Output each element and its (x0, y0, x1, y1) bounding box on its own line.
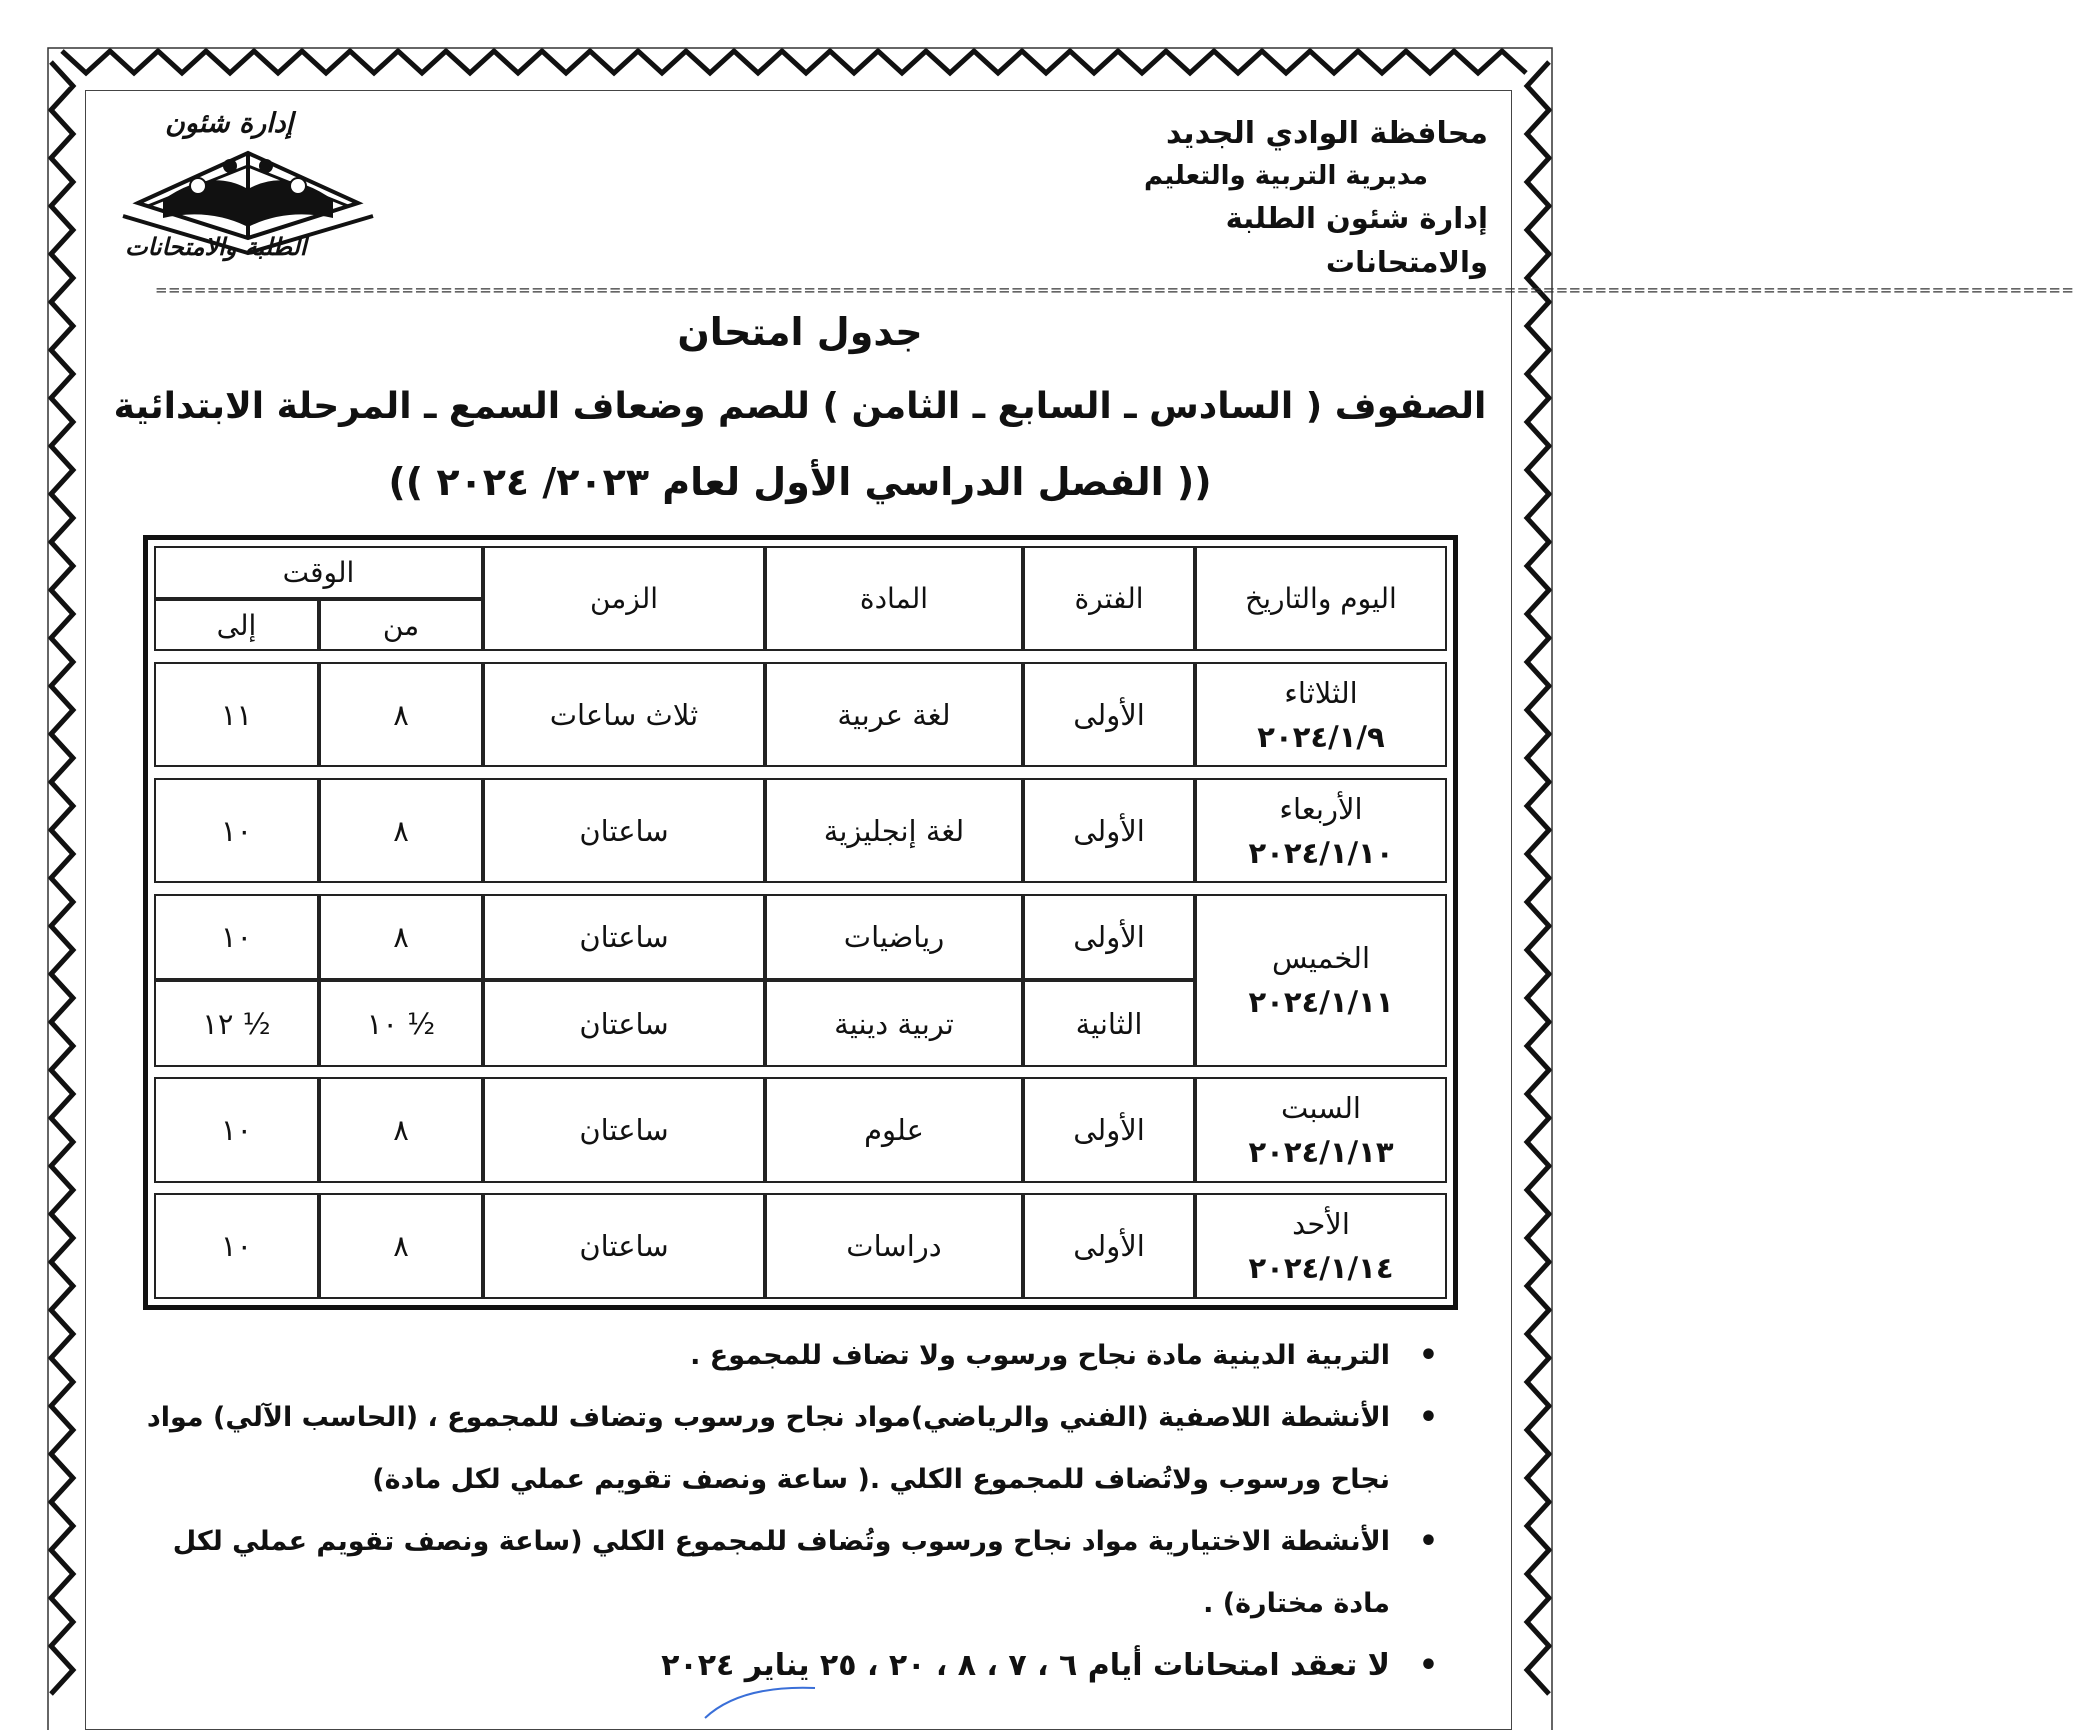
subject-cell: علوم (765, 1077, 1023, 1182)
bullet-icon: • (1418, 1524, 1438, 1559)
subject-cell: دراسات (765, 1193, 1023, 1299)
header-duration: الزمن (483, 546, 765, 651)
day-name: السبت (1281, 1091, 1361, 1126)
header-from: من (319, 599, 483, 652)
table-row (154, 894, 1447, 980)
period-cell: الأولى (1023, 1077, 1195, 1182)
header-to: إلى (154, 599, 319, 652)
period-cell: الأولى (1023, 1193, 1195, 1299)
to-cell: ½ ١٢ (154, 980, 319, 1066)
day-date-cell (1195, 894, 1447, 1067)
subject-cell: لغة إنجليزية (765, 778, 1023, 883)
exam-date: ٢٠٢٤/١/١٤ (1248, 1251, 1394, 1286)
duration-cell: ساعتان (483, 980, 765, 1066)
duration-cell: ساعتان (483, 894, 765, 980)
signature-mark-icon (700, 1680, 820, 1720)
grades-subtitle: الصفوف ( السادس ـ السابع ـ الثامن ) للصم وضعاف السمع ـ المرحلة الابتدائية (113, 386, 1487, 427)
note-text: الأنشطة الاختيارية مواد نجاح ورسوب وتُضاف للمجموع الكلي (ساعة ونصف تقويم عملي لكل مادة مختارة) . (172, 1526, 1390, 1619)
period-cell: الأولى (1023, 894, 1195, 980)
schedule-grid (154, 546, 1447, 1299)
institution-header (1088, 112, 1488, 284)
table-row (154, 1193, 1447, 1299)
term-subtitle: (( الفصل الدراسي الأول لعام ٢٠٢٣/ ٢٠٢٤ )) (388, 460, 1212, 504)
note-text: التربية الدينية مادة نجاح ورسوب ولا تضاف للمجموع . (690, 1340, 1390, 1371)
note-item (130, 1387, 1450, 1511)
zigzag-segment (1527, 62, 1549, 1694)
duration-cell: ثلاث ساعات (483, 662, 765, 767)
duration-cell: ساعتان (483, 1193, 765, 1299)
bullet-icon: • (1418, 1338, 1438, 1373)
day-date-cell (1195, 778, 1447, 883)
notes-list (130, 1325, 1450, 1697)
day-name: الثلاثاء (1284, 675, 1358, 710)
to-cell: ١٠ (154, 778, 319, 883)
from-cell: ٨ (319, 778, 483, 883)
exam-schedule-table (143, 535, 1458, 1310)
header-period: الفترة (1023, 546, 1195, 651)
to-cell: ١٠ (154, 1193, 319, 1299)
day-date-cell (1195, 662, 1447, 767)
zigzag-segment (62, 51, 1526, 73)
day-name: الأربعاء (1279, 791, 1363, 826)
period-cell: الأولى (1023, 778, 1195, 883)
from-cell: ٨ (319, 662, 483, 767)
to-cell: ١٠ (154, 894, 319, 980)
day-date-cell (1195, 1193, 1447, 1299)
bullet-icon: • (1418, 1400, 1438, 1435)
day-name: الخميس (1271, 941, 1371, 976)
logo-bottom-text: الطلبة والامتحانات (125, 232, 307, 261)
header-time: الوقت (154, 546, 483, 599)
period-cell: الثانية (1023, 980, 1195, 1066)
exam-date: ٢٠٢٤/١/٩ (1257, 719, 1385, 754)
period-cell: الأولى (1023, 662, 1195, 767)
note-text: الأنشطة اللاصفية (الفني والرياضي)مواد نجاح ورسوب وتضاف للمجموع ، (الحاسب الآلي) مواد نجاح ورسوب ولاتُضاف للمجموع الكلي .( ساعة ونصف تقويم عملي لكل مادة) (146, 1402, 1390, 1495)
header-subject: المادة (765, 546, 1023, 651)
note-item (130, 1511, 1450, 1635)
note-text: لا تعقد امتحانات أيام ٦ ، ٧ ، ٨ ، ٢٠ ، ٢٥ يناير ٢٠٢٤ (661, 1648, 1390, 1683)
table-row (154, 778, 1447, 883)
bullet-icon: • (1418, 1648, 1438, 1683)
logo-top-text: إدارة شئون (165, 108, 294, 139)
exam-date: ٢٠٢٤/١/١١ (1248, 985, 1394, 1020)
zigzag-segment (51, 62, 73, 1694)
exam-date: ٢٠٢٤/١/١٠ (1248, 835, 1394, 870)
from-cell: ٨ (319, 1077, 483, 1182)
subject-cell: تربية دينية (765, 980, 1023, 1066)
from-cell: ٨ (319, 1193, 483, 1299)
to-cell: ١٠ (154, 1077, 319, 1182)
from-cell: ½ ١٠ (319, 980, 483, 1066)
department-name: إدارة شئون الطلبة والامتحانات (1225, 201, 1488, 279)
subject-cell: لغة عربية (765, 662, 1023, 767)
day-name: الأحد (1292, 1207, 1350, 1242)
table-row (154, 1077, 1447, 1182)
note-item (130, 1325, 1450, 1387)
duration-cell: ساعتان (483, 778, 765, 883)
from-cell: ٨ (319, 894, 483, 980)
duration-cell: ساعتان (483, 1077, 765, 1182)
directorate-name: مديرية التربية والتعليم (1143, 161, 1428, 191)
to-cell: ١١ (154, 662, 319, 767)
header-day-date: اليوم والتاريخ (1195, 546, 1447, 651)
governorate-name: محافظة الوادي الجديد (1165, 116, 1488, 151)
exam-date: ٢٠٢٤/١/١٣ (1248, 1135, 1394, 1170)
page-title: جدول امتحان (677, 310, 923, 354)
table-row (154, 662, 1447, 767)
separator-line: ==================================================================================================================================================== (155, 281, 2074, 299)
day-date-cell (1195, 1077, 1447, 1182)
subject-cell: رياضيات (765, 894, 1023, 980)
